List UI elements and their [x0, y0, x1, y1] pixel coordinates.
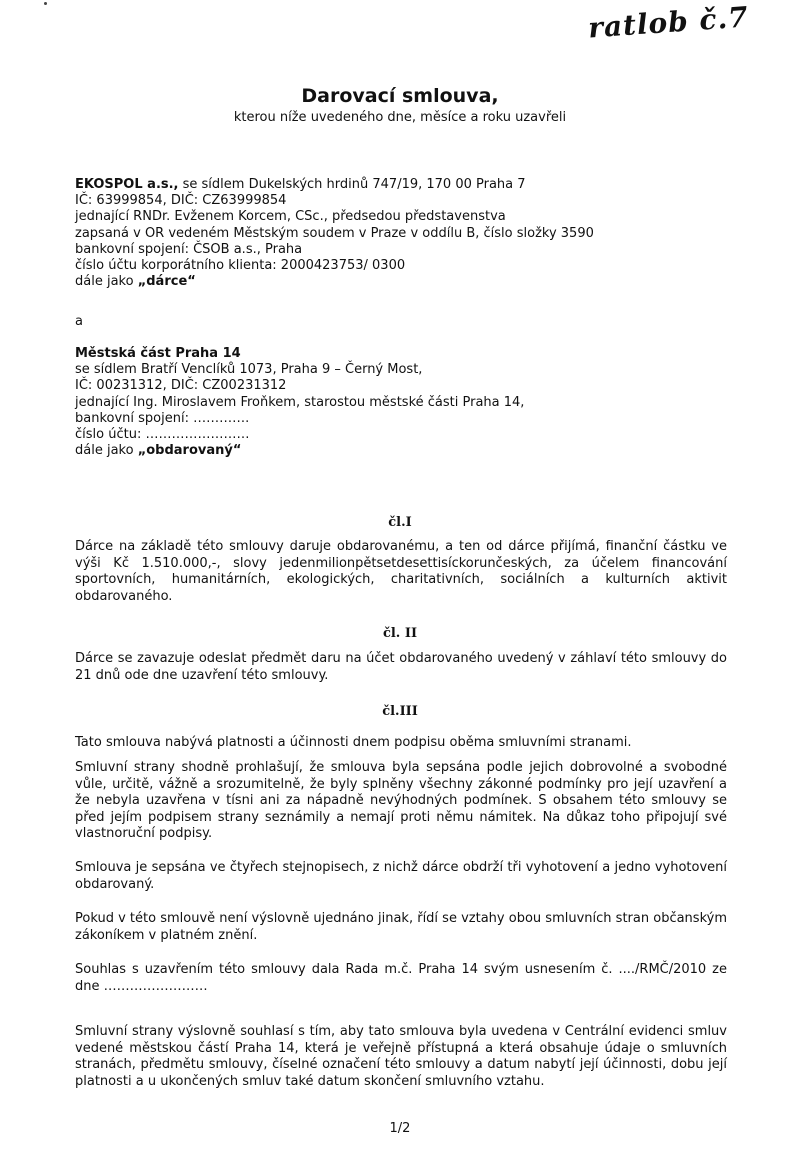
donor-name-line — [75, 177, 735, 193]
recipient-representative: jednající Ing. Miroslavem Froňkem, starostou městské části Praha 14, — [75, 394, 525, 410]
recipient-alias-line — [75, 443, 735, 459]
recipient-seat: se sídlem Bratří Venclíků 1073, Praha 9 – Černý Most, — [75, 362, 423, 378]
document-title: Darovací smlouva, — [301, 85, 499, 107]
recipient-alias: „obdarovaný“ — [137, 443, 242, 459]
article-3-paragraph-4: Pokud v této smlouvě není výslovně ujednáno jinak, řídí se vztahy obou smluvních stran občanským zákoníkem v platném znění. — [75, 911, 727, 943]
article-3-paragraph-3: Smlouva je sepsána ve čtyřech stejnopisech, z nichž dárce obdrží tři vyhotovení a jedno vyhotovení obdarovaný. — [75, 860, 727, 892]
recipient-block — [75, 346, 735, 459]
recipient-name: Městská část Praha 14 — [75, 346, 241, 361]
article-3-paragraph-2: Smluvní strany shodně prohlašují, že smlouva byla sepsána podle jejich dobrovolné a svobodné vůle, určitě, vážně a srozumitelně, že byly splněny všechny zákonné podmínky pro její uzavření a že nebyla uzavřena v tísni ani za nápadně nevýhodných podmínek. S obsahem této smlouvy se před jejím podpisem strany seznámily a nemají proti němu námitek. Na důkaz toho připojují své vlastnoruční podpisy. — [75, 760, 727, 841]
document-title-block — [0, 85, 800, 125]
document-subtitle: kterou níže uvedeného dne, měsíce a roku uzavřeli — [233, 110, 567, 125]
donor-registry: zapsaná v OR vedeném Městským soudem v Praze v oddílu B, číslo složky 3590 — [75, 225, 594, 241]
article-2-text: Dárce se zavazuje odeslat předmět daru na účet obdarovaného uvedený v záhlaví této smlouvy do 21 dnů ode dne uzavření této smlouvy. — [75, 651, 727, 683]
donor-name: EKOSPOL a.s., — [75, 177, 179, 192]
recipient-name-line — [75, 346, 735, 362]
article-1-text: Dárce na základě této smlouvy daruje obdarovanému, a ten od dárce přijímá, finanční částku ve výši Kč 1.510.000,-, slovy jedenmilionpětsetdesettisíckorunčeských, za účelem financování sportovních, humanitárních, ekologických, charitativních, sociálních a kulturních aktivit obdarovaného. — [75, 539, 727, 604]
article-3-paragraph-1: Tato smlouva nabývá platnosti a účinnosti dnem podpisu oběma smluvními stranami. — [75, 735, 632, 750]
donor-bank: bankovní spojení: ČSOB a.s., Praha — [75, 241, 303, 257]
donor-ids: IČ: 63999854, DIČ: CZ63999854 — [75, 193, 287, 209]
page-number: 1/2 — [389, 1121, 411, 1136]
donor-seat: se sídlem Dukelských hrdinů 747/19, 170 00 Praha 7 — [178, 177, 526, 192]
article-1-heading: čl.I — [388, 515, 412, 530]
recipient-alias-prefix: dále jako — [75, 443, 138, 459]
article-3-paragraph-5: Souhlas s uzavřením této smlouvy dala Rada m.č. Praha 14 svým usnesením č. ..../RMČ/2010 ze dne …………………… — [75, 962, 727, 994]
donor-alias-line — [75, 274, 735, 290]
recipient-bank: bankovní spojení: …………. — [75, 410, 250, 426]
scan-speck — [44, 2, 47, 5]
article-2-heading: čl. II — [382, 626, 418, 641]
donor-representative: jednající RNDr. Evženem Korcem, CSc., předsedou představenstva — [75, 209, 506, 225]
donor-account: číslo účtu korporátního klienta: 2000423753/ 0300 — [75, 258, 406, 274]
donor-alias: „dárce“ — [137, 274, 196, 290]
and-connector: a — [75, 314, 83, 329]
handwritten-annotation: ratlob č.7 — [587, 0, 750, 45]
donor-block — [75, 177, 735, 290]
article-3-paragraph-6: Smluvní strany výslovně souhlasí s tím, aby tato smlouva byla uvedena v Centrální evidenci smluv vedené městskou částí Praha 14, která je veřejně přístupná a která obsahuje údaje o smluvních stranách, předmětu smlouvy, číselné označení této smlouvy a datum nabytí její účinnosti, dobu její platnosti a u ukončených smluv také datum skončení smluvního vztahu. — [75, 1024, 727, 1089]
recipient-ids: IČ: 00231312, DIČ: CZ00231312 — [75, 378, 287, 394]
recipient-account: číslo účtu: …………………… — [75, 427, 250, 443]
donor-alias-prefix: dále jako — [75, 274, 138, 290]
article-3-heading: čl.III — [382, 704, 418, 719]
